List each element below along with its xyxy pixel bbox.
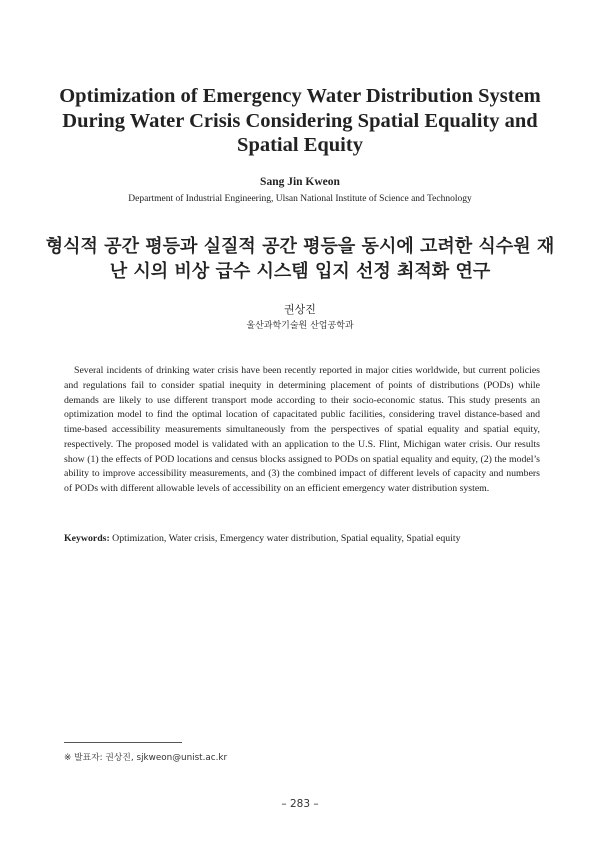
korean-title: 형식적 공간 평등과 실질적 공간 평등을 동시에 고려한 식수원 재난 시의 비상 급수 시스템 입지 선정 최적화 연구	[45, 236, 555, 282]
english-title: Optimization of Emergency Water Distribution System During Water Crisis Considering Spatial Equality and Spatial Equity	[59, 85, 541, 156]
presenter-footnote: ※ 발표자: 권상진, sjkweon@unist.ac.kr	[64, 753, 228, 763]
korean-affiliation: 울산과학기술원 산업공학과	[246, 321, 354, 331]
keywords-label: Keywords:	[64, 533, 110, 544]
keywords	[64, 532, 540, 546]
korean-author: 권상진	[284, 303, 316, 316]
footnote-divider	[64, 742, 182, 743]
english-affiliation: Department of Industrial Engineering, Ulsan National Institute of Science and Technology	[128, 194, 472, 204]
keywords-text: Optimization, Water crisis, Emergency water distribution, Spatial equality, Spatial equity	[112, 533, 461, 544]
page-number: – 283 –	[281, 798, 319, 810]
abstract: Several incidents of drinking water crisis have been recently reported in major cities worldwide, but current policies and regulations fail to consider spatial inequity in determining placement of points of distributions (PODs) while demands are likely to use different transport mode according to their socio-economic status. This study presents an optimization model to find the optimal location of capacitated public facilities, considering travel distance-based and time-based accessibility measurements simultaneously from the perspectives of spatial equality and spatial equity, respectively. The proposed model is validated with an application to the U.S. Flint, Michigan water crisis. Our results show (1) the effects of POD locations and census blocks assigned to PODs on spatial equality and equity, (2) the model’s ability to improve accessibility measurements, and (3) the combined impact of different levels of capacity and numbers of PODs with different allowable levels of accessibility on an efficient emergency water distribution system.	[64, 365, 540, 494]
english-author: Sang Jin Kweon	[260, 176, 340, 188]
